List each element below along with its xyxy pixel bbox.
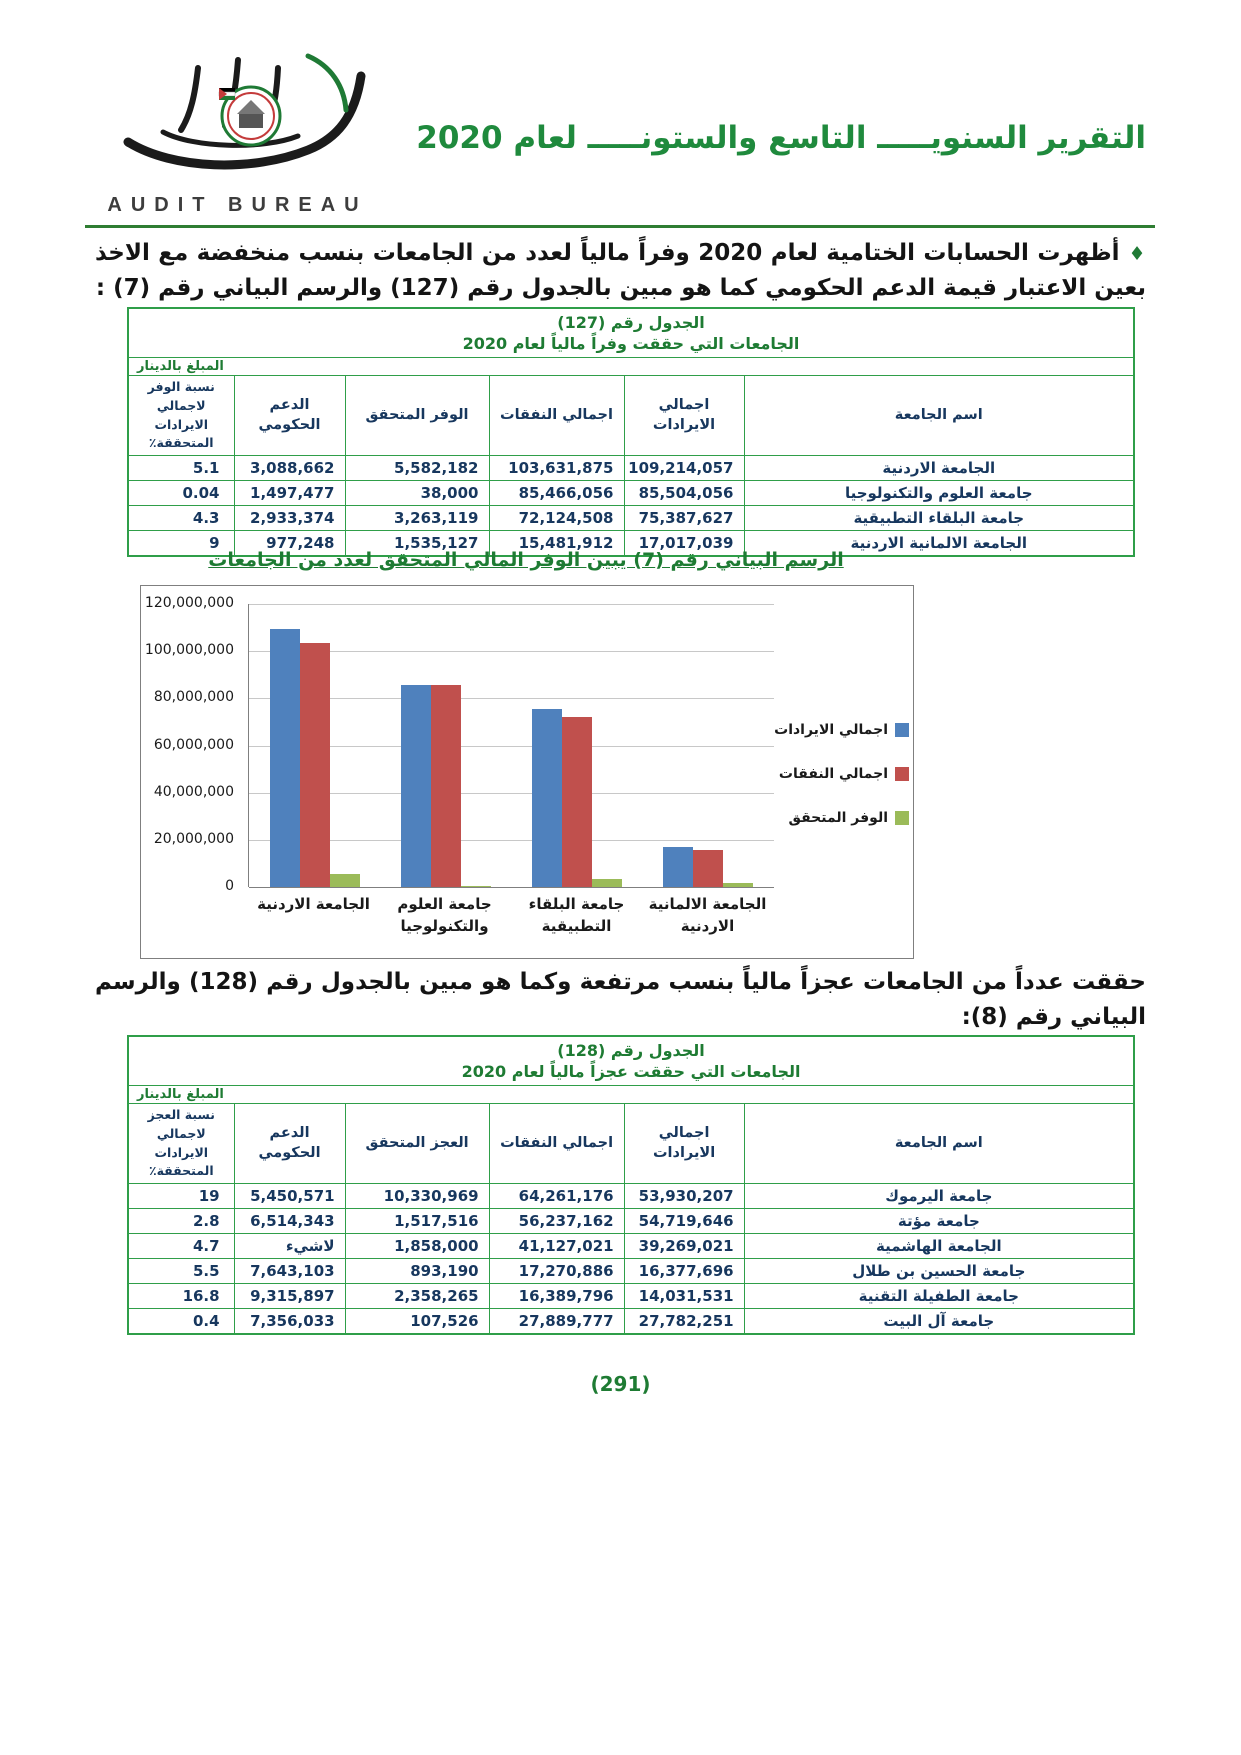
table-cell: 2,933,374	[234, 506, 345, 531]
legend-swatch-icon	[895, 723, 909, 737]
table-cell: جامعة آل البيت	[744, 1309, 1134, 1335]
table-cell: 53,930,207	[624, 1184, 744, 1209]
chart-bar	[330, 874, 360, 887]
table-cell: جامعة اليرموك	[744, 1184, 1134, 1209]
table-title-row	[128, 308, 1134, 358]
table-cell: 107,526	[345, 1309, 489, 1335]
table-cell: 64,261,176	[489, 1184, 624, 1209]
column-header-gov-support: الدعم الحكومي	[234, 376, 345, 456]
chart-bar	[592, 879, 622, 887]
table128-title-line1: الجدول رقم (128)	[557, 1041, 705, 1060]
table-cell: 103,631,875	[489, 456, 624, 481]
table-cell: 41,127,021	[489, 1234, 624, 1259]
y-tick-label: 20,000,000	[153, 831, 234, 847]
column-header-row	[128, 1104, 1134, 1184]
table-cell: 0.4	[128, 1309, 234, 1335]
table-row	[128, 1184, 1134, 1209]
table-cell: 3,088,662	[234, 456, 345, 481]
column-header-total-revenues: اجمالي الايرادات	[624, 376, 744, 456]
table-cell: جامعة الطفيلة التقنية	[744, 1284, 1134, 1309]
table-cell: 19	[128, 1184, 234, 1209]
chart-bar	[401, 685, 431, 887]
table-row	[128, 481, 1134, 506]
table-cell: جامعة العلوم والتكنولوجيا	[744, 481, 1134, 506]
table-row	[128, 1209, 1134, 1234]
table-cell: 9,315,897	[234, 1284, 345, 1309]
table-cell: 27,782,251	[624, 1309, 744, 1335]
table127-title	[128, 308, 1134, 358]
table-cell: 16,377,696	[624, 1259, 744, 1284]
chart-categories	[248, 894, 773, 950]
chart-y-axis	[141, 595, 234, 894]
y-tick-label: 60,000,000	[153, 737, 234, 753]
table-cell: 7,356,033	[234, 1309, 345, 1335]
header-divider	[85, 225, 1155, 228]
column-header-gov-support: الدعم الحكومي	[234, 1104, 345, 1184]
column-header-total-expenses: اجمالي النفقات	[489, 1104, 624, 1184]
table-cell: 85,466,056	[489, 481, 624, 506]
deficit-paragraph: حققت عدداً من الجامعات عجزاً مالياً بنسب مرتفعة وكما هو مبين بالجدول رقم (128) والرسم البياني رقم (8):	[95, 969, 1146, 1030]
table-row	[128, 1284, 1134, 1309]
table128-title	[128, 1036, 1134, 1086]
surplus-table	[127, 307, 1135, 557]
table-cell: 0.04	[128, 481, 234, 506]
chart-bar	[431, 685, 461, 887]
legend-swatch-icon	[895, 811, 909, 825]
page-number: (291)	[590, 1372, 651, 1396]
column-header-university-name: اسم الجامعة	[744, 376, 1134, 456]
logo-calligraphy-icon	[103, 42, 373, 192]
chart-bar	[532, 709, 562, 887]
table-cell: 14,031,531	[624, 1284, 744, 1309]
legend-item	[778, 766, 909, 782]
y-tick-label: 100,000,000	[144, 642, 234, 658]
table-cell: 5.5	[128, 1259, 234, 1284]
intro-paragraph	[95, 236, 1146, 305]
legend-item	[789, 810, 909, 826]
table-cell: 10,330,969	[345, 1184, 489, 1209]
table-cell: 9	[128, 531, 234, 557]
report-title: التقرير السنويـــــ التاسع والستونـــــ لعام 2020	[416, 120, 1146, 156]
deficit-table-body	[128, 1184, 1134, 1335]
table-cell: 85,504,056	[624, 481, 744, 506]
table-cell: 75,387,627	[624, 506, 744, 531]
table-row	[128, 506, 1134, 531]
y-tick-label: 40,000,000	[153, 784, 234, 800]
legend-label: اجمالي الايرادات	[774, 722, 888, 738]
category-label: جامعة البلقاء التطبيقية	[528, 895, 625, 935]
table-cell: 893,190	[345, 1259, 489, 1284]
table-cell: 977,248	[234, 531, 345, 557]
table-cell: 39,269,021	[624, 1234, 744, 1259]
table-cell: جامعة مؤتة	[744, 1209, 1134, 1234]
currency-note-row	[128, 358, 1134, 376]
currency-note-row	[128, 1086, 1134, 1104]
table-cell: 1,858,000	[345, 1234, 489, 1259]
y-tick-label: 120,000,000	[144, 595, 234, 611]
table-cell: 1,497,477	[234, 481, 345, 506]
column-header-university-name: اسم الجامعة	[744, 1104, 1134, 1184]
table-cell: الجامعة الهاشمية	[744, 1234, 1134, 1259]
table-cell: 6,514,343	[234, 1209, 345, 1234]
column-header-row	[128, 376, 1134, 456]
gridline	[249, 604, 774, 605]
table-row	[128, 1234, 1134, 1259]
table-cell: جامعة الحسين بن طلال	[744, 1259, 1134, 1284]
intro-text: أظهرت الحسابات الختامية لعام 2020 وفراً مالياً لعدد من الجامعات بنسب منخفضة مع الاخذ بعين الاعتبار قيمة الدعم الحكومي كما هو مبين بالجدول رقم (127) والرسم البياني رقم (7) :	[95, 240, 1146, 301]
table-title-row	[128, 1036, 1134, 1086]
y-tick-label: 80,000,000	[153, 689, 234, 705]
table-row	[128, 456, 1134, 481]
table-cell: 3,263,119	[345, 506, 489, 531]
chart-bar	[300, 643, 330, 887]
category-label: جامعة العلوم والتكنولوجيا	[397, 895, 492, 935]
table-row	[128, 1309, 1134, 1335]
table-row	[128, 1259, 1134, 1284]
chart-bar	[461, 886, 491, 887]
currency-note: المبلغ بالدينار	[128, 1086, 1134, 1104]
chart-bar	[723, 883, 753, 887]
chart-plot	[248, 604, 774, 887]
deficit-table	[127, 1035, 1135, 1335]
table-cell: 17,270,886	[489, 1259, 624, 1284]
table127-title-line1: الجدول رقم (127)	[557, 313, 705, 332]
category-label: الجامعة الالمانية الاردنية	[648, 895, 767, 935]
table-cell: 1,535,127	[345, 531, 489, 557]
chart-7	[140, 585, 914, 959]
table-cell: جامعة البلقاء التطبيقية	[744, 506, 1134, 531]
column-header-total-expenses: اجمالي النفقات	[489, 376, 624, 456]
table-cell: 2,358,265	[345, 1284, 489, 1309]
table-cell: 38,000	[345, 481, 489, 506]
table-cell: 4.3	[128, 506, 234, 531]
column-header-surplus: الوفر المتحقق	[345, 376, 489, 456]
column-header-deficit: العجز المتحقق	[345, 1104, 489, 1184]
table-cell: 2.8	[128, 1209, 234, 1234]
chart-bar	[693, 850, 723, 887]
table-cell: 27,889,777	[489, 1309, 624, 1335]
table-cell: 15,481,912	[489, 531, 624, 557]
chart-caption: الرسم البياني رقم (7) يبين الوفر المالي المتحقق لعدد من الجامعات	[208, 549, 844, 571]
legend-label: الوفر المتحقق	[788, 810, 888, 826]
table-cell: 54,719,646	[624, 1209, 744, 1234]
table-cell: 109,214,057	[624, 456, 744, 481]
column-header-total-revenues: اجمالي الايرادات	[624, 1104, 744, 1184]
table127-title-line2: الجامعات التي حققت وفراً مالياً لعام 2020	[462, 334, 800, 353]
table-cell: الجامعة الالمانية الاردنية	[744, 531, 1134, 557]
column-header-deficit-ratio: نسبة العجز لاجمالي الايرادات المتحققة٪	[128, 1104, 234, 1184]
table-cell: 16,389,796	[489, 1284, 624, 1309]
legend-label: اجمالي النفقات	[778, 766, 888, 782]
table-cell: لاشيء	[234, 1234, 345, 1259]
legend-item	[774, 722, 909, 738]
table-cell: 56,237,162	[489, 1209, 624, 1234]
chart-bar	[663, 847, 693, 887]
column-header-surplus-ratio: نسبة الوفر لاجمالي الايرادات المتحققة٪	[128, 376, 234, 456]
table-cell: 5,582,182	[345, 456, 489, 481]
surplus-table-body	[128, 456, 1134, 557]
chart-legend	[774, 722, 909, 854]
audit-bureau-logo	[95, 42, 380, 217]
diamond-bullet-icon: ♦	[1128, 243, 1146, 265]
legend-swatch-icon	[895, 767, 909, 781]
table-cell: الجامعة الاردنية	[744, 456, 1134, 481]
currency-note: المبلغ بالدينار	[128, 358, 1134, 376]
chart-bar	[270, 629, 300, 887]
table-cell: 5,450,571	[234, 1184, 345, 1209]
x-axis-line	[249, 887, 774, 888]
category-label: الجامعة الاردنية	[257, 895, 370, 913]
table-cell: 4.7	[128, 1234, 234, 1259]
table-cell: 72,124,508	[489, 506, 624, 531]
y-tick-label: 0	[225, 878, 234, 894]
chart-bar	[562, 717, 592, 887]
table-cell: 16.8	[128, 1284, 234, 1309]
logo-text: AUDIT BUREAU	[107, 194, 368, 216]
table-cell: 1,517,516	[345, 1209, 489, 1234]
table128-title-line2: الجامعات التي حققت عجزاً مالياً لعام 2020	[461, 1062, 801, 1081]
table-cell: 17,017,039	[624, 531, 744, 557]
table-cell: 7,643,103	[234, 1259, 345, 1284]
table-cell: 5.1	[128, 456, 234, 481]
